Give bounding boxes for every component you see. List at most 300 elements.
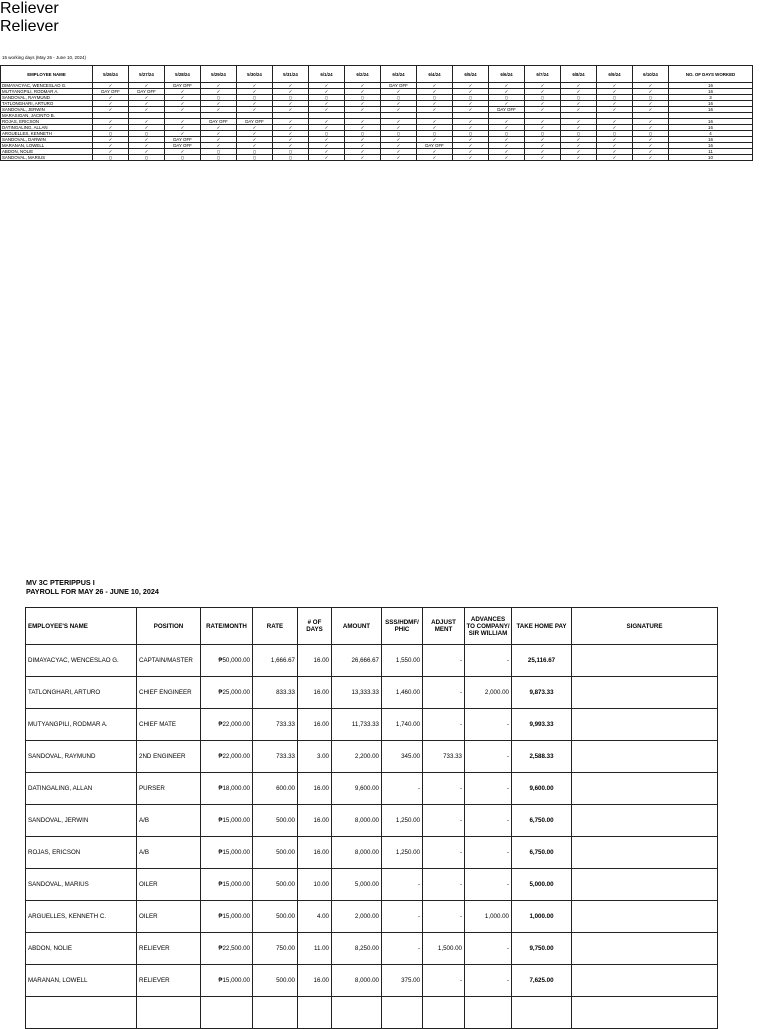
payroll-position: PURSER <box>137 773 201 805</box>
attendance-day-cell: ▯ <box>525 95 561 101</box>
attendance-day-cell: ✓ <box>525 89 561 95</box>
attendance-body <box>1 83 753 161</box>
payroll-advances: - <box>465 645 512 677</box>
attendance-day-cell: ✓ <box>201 137 237 143</box>
payroll-sss: 345.00 <box>382 741 423 773</box>
attendance-employee-name: MARANAN, LOWELL <box>1 143 93 149</box>
attendance-day-cell: DAY OFF <box>201 119 237 125</box>
attendance-day-cell: ✓ <box>525 149 561 155</box>
attendance-days-worked: 10 <box>669 155 753 161</box>
attendance-table <box>0 65 753 161</box>
col-advances: ADVANCES TO COMPANY/ SIR WILLIAM <box>465 608 512 645</box>
attendance-day-cell: ✓ <box>201 143 237 149</box>
attendance-day-cell: DAY OFF <box>165 137 201 143</box>
attendance-day-cell: ✓ <box>597 107 633 113</box>
payroll-take-home: 25,116.67 <box>512 645 572 677</box>
attendance-day-cell: ✓ <box>633 143 669 149</box>
attendance-day-cell: ✓ <box>489 83 525 89</box>
payroll-amount: 13,333.33 <box>332 677 382 709</box>
payroll-employee-name: SANDOVAL, MARIUS <box>26 869 137 901</box>
attendance-day-cell: ✓ <box>525 119 561 125</box>
attendance-day-cell: ✓ <box>129 83 165 89</box>
attendance-day-cell: ✓ <box>273 143 309 149</box>
attendance-date-header: 5/28/24 <box>165 66 201 83</box>
attendance-day-cell: ✓ <box>201 125 237 131</box>
payroll-advances: 2,000.00 <box>465 677 512 709</box>
attendance-date-header: 5/31/24 <box>273 66 309 83</box>
payroll-take-home: 9,873.33 <box>512 677 572 709</box>
attendance-day-cell: ✓ <box>453 137 489 143</box>
attendance-day-cell: DAY OFF <box>165 83 201 89</box>
payroll-body <box>26 645 718 1029</box>
attendance-day-cell: ✓ <box>633 119 669 125</box>
attendance-date-header: 5/26/24 <box>93 66 129 83</box>
payroll-adjustment: - <box>423 805 465 837</box>
payroll-rate-month: ₱18,000.00 <box>201 773 253 805</box>
attendance-day-cell: ✓ <box>309 155 345 161</box>
attendance-employee-name: SANDOVAL, MARIUS <box>1 155 93 161</box>
attendance-employee-name: SANDOVAL, RAYMUND <box>1 95 93 101</box>
col-adjustment: ADJUST MENT <box>423 608 465 645</box>
attendance-day-cell: ✓ <box>525 137 561 143</box>
attendance-day-cell: ▯ <box>165 155 201 161</box>
payroll-rate-month: ₱15,000.00 <box>201 869 253 901</box>
attendance-day-cell: DAY OFF <box>489 107 525 113</box>
payroll-take-home: 5,000.00 <box>512 869 572 901</box>
attendance-days-worked: 16 <box>669 101 753 107</box>
attendance-day-cell: ✓ <box>417 137 453 143</box>
attendance-day-cell: ✓ <box>525 101 561 107</box>
attendance-date-header: 6/4/24 <box>417 66 453 83</box>
attendance-day-cell: ▯ <box>237 149 273 155</box>
attendance-day-cell: ✓ <box>561 137 597 143</box>
payroll-advances: - <box>465 709 512 741</box>
attendance-day-cell: ✓ <box>525 83 561 89</box>
payroll-employee-name: ARGUELLES, KENNETH C. <box>26 901 137 933</box>
attendance-day-cell: ✓ <box>561 155 597 161</box>
col-rate-month: RATE/MONTH <box>201 608 253 645</box>
attendance-day-cell: ✓ <box>489 137 525 143</box>
attendance-day-cell: ✓ <box>165 131 201 137</box>
attendance-day-cell: ✓ <box>525 125 561 131</box>
payroll-position: CAPTAIN/MASTER <box>137 645 201 677</box>
payroll-take-home: 2,588.33 <box>512 741 572 773</box>
payroll-adjustment: - <box>423 837 465 869</box>
attendance-day-cell: ✓ <box>597 155 633 161</box>
attendance-day-cell: ✓ <box>633 155 669 161</box>
attendance-day-cell: ✓ <box>561 149 597 155</box>
attendance-day-cell: ✓ <box>237 137 273 143</box>
attendance-employee-name: TATLONGHARI, ARTURO <box>1 101 93 107</box>
attendance-day-cell: ✓ <box>273 89 309 95</box>
attendance-day-cell: ✓ <box>165 125 201 131</box>
attendance-day-cell: ✓ <box>93 95 129 101</box>
attendance-day-cell: ✓ <box>201 107 237 113</box>
payroll-adjustment: - <box>423 869 465 901</box>
col-take-home: TAKE HOME PAY <box>512 608 572 645</box>
attendance-day-cell: ✓ <box>453 101 489 107</box>
payroll-row <box>26 965 718 997</box>
payroll-adjustment: - <box>423 901 465 933</box>
attendance-day-cell: ▯ <box>381 131 417 137</box>
payroll-position: 2ND ENGINEER <box>137 741 201 773</box>
payroll-amount: 5,000.00 <box>332 869 382 901</box>
attendance-day-cell: ✓ <box>129 101 165 107</box>
attendance-day-cell: ✓ <box>453 89 489 95</box>
payroll-signature-cell <box>572 837 718 869</box>
payroll-days: 3.00 <box>298 741 332 773</box>
attendance-day-cell: ✓ <box>633 137 669 143</box>
payroll-rate: 750.00 <box>253 933 298 965</box>
attendance-day-cell: ✓ <box>417 89 453 95</box>
payroll-days: 16.00 <box>298 677 332 709</box>
payroll-sss: - <box>382 773 423 805</box>
attendance-day-cell: ✓ <box>93 107 129 113</box>
attendance-day-cell: ▯ <box>489 95 525 101</box>
attendance-day-cell: ▯ <box>525 131 561 137</box>
attendance-day-cell: ▯ <box>345 95 381 101</box>
attendance-days-worked: 16 <box>669 137 753 143</box>
attendance-day-cell: ✓ <box>309 125 345 131</box>
payroll-table <box>25 607 718 1029</box>
attendance-day-cell: ✓ <box>633 83 669 89</box>
attendance-date-header: 6/2/24 <box>345 66 381 83</box>
attendance-day-cell: ✓ <box>129 149 165 155</box>
attendance-days-worked: 16 <box>669 83 753 89</box>
attendance-day-cell: ▯ <box>237 155 273 161</box>
attendance-day-cell: ✓ <box>381 119 417 125</box>
payroll-rate: 600.00 <box>253 773 298 805</box>
attendance-day-cell: ▯ <box>453 131 489 137</box>
attendance-days-worked: 11 <box>669 149 753 155</box>
payroll-rate-month: ₱22,500.00 <box>201 933 253 965</box>
payroll-sss: 375.00 <box>382 965 423 997</box>
attendance-day-cell: ✓ <box>93 101 129 107</box>
payroll-take-home: 6,750.00 <box>512 837 572 869</box>
attendance-day-cell: ✓ <box>345 155 381 161</box>
payroll-signature-cell <box>572 869 718 901</box>
col-rate: RATE <box>253 608 298 645</box>
payroll-rate-month: ₱22,000.00 <box>201 741 253 773</box>
payroll-header-row <box>26 608 718 645</box>
attendance-day-cell: ▯ <box>309 95 345 101</box>
payroll-take-home: 7,625.00 <box>512 965 572 997</box>
attendance-day-cell: ✓ <box>309 137 345 143</box>
payroll-row <box>26 773 718 805</box>
attendance-employee-name: MUTYANGPILI, RODMAR A. <box>1 89 93 95</box>
payroll-days: 4.00 <box>298 901 332 933</box>
attendance-day-cell: ✓ <box>381 101 417 107</box>
attendance-day-cell: ✓ <box>345 125 381 131</box>
attendance-day-cell: ✓ <box>273 125 309 131</box>
attendance-day-cell: ✓ <box>381 149 417 155</box>
attendance-day-cell: ✓ <box>489 125 525 131</box>
attendance-day-cell: ✓ <box>309 101 345 107</box>
attendance-day-cell: ✓ <box>453 143 489 149</box>
attendance-date-header: 6/5/24 <box>453 66 489 83</box>
attendance-day-cell: ✓ <box>561 119 597 125</box>
payroll-row <box>26 805 718 837</box>
attendance-day-cell: ✓ <box>309 119 345 125</box>
attendance-day-cell: ✓ <box>525 155 561 161</box>
attendance-day-cell: ▯ <box>633 95 669 101</box>
payroll-position: CHIEF ENGINEER <box>137 677 201 709</box>
attendance-day-cell: ✓ <box>381 143 417 149</box>
attendance-days-worked: 16 <box>669 107 753 113</box>
attendance-day-cell: ▯ <box>417 95 453 101</box>
attendance-day-cell: ✓ <box>561 89 597 95</box>
attendance-day-cell: ✓ <box>345 143 381 149</box>
attendance-day-cell: ✓ <box>345 89 381 95</box>
attendance-day-cell: ✓ <box>633 101 669 107</box>
payroll-take-home: 9,750.00 <box>512 933 572 965</box>
attendance-day-cell: DAY OFF <box>165 143 201 149</box>
attendance-day-cell: ✓ <box>309 107 345 113</box>
attendance-remark: Reliever <box>0 0 59 17</box>
payroll-advances: - <box>465 741 512 773</box>
attendance-day-cell: ✓ <box>345 149 381 155</box>
attendance-day-cell: ✓ <box>597 101 633 107</box>
payroll-days: 16.00 <box>298 837 332 869</box>
attendance-day-cell: ✓ <box>165 89 201 95</box>
attendance-day-cell: ✓ <box>165 119 201 125</box>
payroll-rate-month: ₱50,000.00 <box>201 645 253 677</box>
payroll-rate: 500.00 <box>253 869 298 901</box>
payroll-employee-name: DIMAYACYAC, WENCESLAO G. <box>26 645 137 677</box>
attendance-day-cell: ✓ <box>381 155 417 161</box>
attendance-day-cell: ✓ <box>237 107 273 113</box>
payroll-take-home: 6,750.00 <box>512 805 572 837</box>
attendance-date-header: 6/9/24 <box>597 66 633 83</box>
payroll-amount: 26,666.67 <box>332 645 382 677</box>
attendance-day-cell: ▯ <box>345 131 381 137</box>
payroll-position: A/B <box>137 805 201 837</box>
attendance-day-cell: ✓ <box>561 143 597 149</box>
attendance-day-cell: DAY OFF <box>129 89 165 95</box>
attendance-day-cell: ✓ <box>597 125 633 131</box>
payroll-employee-name: MUTYANGPILI, RODMAR A. <box>26 709 137 741</box>
attendance-day-cell: ▯ <box>597 95 633 101</box>
payroll-rate-month: ₱15,000.00 <box>201 965 253 997</box>
attendance-day-cell: ✓ <box>345 101 381 107</box>
attendance-remark: Reliever <box>0 18 59 35</box>
attendance-day-cell: ✓ <box>201 131 237 137</box>
payroll-row <box>26 741 718 773</box>
attendance-employee-name: SANDOVAL, DARWIN <box>1 137 93 143</box>
attendance-day-cell: ✓ <box>309 149 345 155</box>
attendance-day-cell: ✓ <box>453 119 489 125</box>
attendance-day-cell: ✓ <box>417 149 453 155</box>
attendance-day-cell: ✓ <box>345 107 381 113</box>
payroll-days: 16.00 <box>298 805 332 837</box>
attendance-day-cell: ✓ <box>129 137 165 143</box>
payroll-days: 10.00 <box>298 869 332 901</box>
attendance-day-cell: ✓ <box>273 101 309 107</box>
attendance-day-cell: ▯ <box>201 95 237 101</box>
attendance-day-cell: ✓ <box>201 83 237 89</box>
attendance-day-cell: ▯ <box>273 149 309 155</box>
attendance-day-cell: ✓ <box>633 125 669 131</box>
attendance-day-cell: ✓ <box>129 143 165 149</box>
payroll-title <box>26 578 159 596</box>
attendance-day-cell: ✓ <box>93 149 129 155</box>
attendance-day-cell: ✓ <box>633 89 669 95</box>
payroll-period: PAYROLL FOR MAY 26 - JUNE 10, 2024 <box>26 587 159 596</box>
attendance-employee-name: ABDON, NOLIE <box>1 149 93 155</box>
attendance-day-cell: ✓ <box>489 143 525 149</box>
attendance-day-cell: DAY OFF <box>381 83 417 89</box>
attendance-date-header: 5/30/24 <box>237 66 273 83</box>
attendance-day-cell: ✓ <box>237 83 273 89</box>
attendance-day-cell: ✓ <box>597 83 633 89</box>
attendance-date-header: 6/1/24 <box>309 66 345 83</box>
attendance-employee-name: DATINGALING, ALLAN <box>1 125 93 131</box>
attendance-day-cell: ✓ <box>489 155 525 161</box>
attendance-day-cell: ✓ <box>345 119 381 125</box>
attendance-day-cell: ✓ <box>489 149 525 155</box>
payroll-signature-cell <box>572 709 718 741</box>
attendance-day-cell: ✓ <box>417 107 453 113</box>
payroll-advances: - <box>465 933 512 965</box>
attendance-date-header: 6/7/24 <box>525 66 561 83</box>
payroll-adjustment: - <box>423 677 465 709</box>
payroll-rate: 1,666.67 <box>253 645 298 677</box>
payroll-position: OILER <box>137 901 201 933</box>
attendance-day-cell: ✓ <box>345 83 381 89</box>
payroll-signature-cell <box>572 965 718 997</box>
payroll-adjustment: - <box>423 773 465 805</box>
attendance-day-cell: ✓ <box>381 89 417 95</box>
payroll-row <box>26 869 718 901</box>
payroll-rate: 500.00 <box>253 965 298 997</box>
attendance-day-cell: ▯ <box>273 95 309 101</box>
attendance-day-cell: ✓ <box>417 101 453 107</box>
attendance-day-cell: ✓ <box>381 125 417 131</box>
attendance-day-cell: ✓ <box>309 89 345 95</box>
payroll-sss: - <box>382 933 423 965</box>
payroll-amount: 2,200.00 <box>332 741 382 773</box>
attendance-date-header: 6/6/24 <box>489 66 525 83</box>
payroll-rate-month: ₱15,000.00 <box>201 837 253 869</box>
payroll-days: 16.00 <box>298 645 332 677</box>
attendance-day-cell: ▯ <box>129 131 165 137</box>
attendance-day-cell: ▯ <box>201 149 237 155</box>
col-amount: AMOUNT <box>332 608 382 645</box>
payroll-sss: - <box>382 869 423 901</box>
payroll-employee-name: TATLONGHARI, ARTURO <box>26 677 137 709</box>
attendance-day-cell: ✓ <box>561 125 597 131</box>
payroll-days: 16.00 <box>298 709 332 741</box>
attendance-day-cell: ✓ <box>237 125 273 131</box>
payroll-adjustment: - <box>423 709 465 741</box>
payroll-rate-month: ₱25,000.00 <box>201 677 253 709</box>
attendance-date-header: 6/8/24 <box>561 66 597 83</box>
payroll-amount: 8,000.00 <box>332 805 382 837</box>
payroll-signature-cell <box>572 933 718 965</box>
attendance-day-cell: ▯ <box>633 131 669 137</box>
attendance-day-cell: ✓ <box>129 107 165 113</box>
attendance-employee-name: DIMAYACYAC, WENCESLAO G. <box>1 83 93 89</box>
attendance-day-cell: ✓ <box>129 95 165 101</box>
attendance-total-header: NO. OF DAYS WORKED <box>669 66 753 83</box>
attendance-day-cell: ✓ <box>525 143 561 149</box>
attendance-day-cell: ✓ <box>453 149 489 155</box>
payroll-rate: 500.00 <box>253 805 298 837</box>
vessel-name: MV 3C PTERIPPUS I <box>26 578 95 587</box>
col-signature: SIGNATURE <box>572 608 718 645</box>
attendance-day-cell: ✓ <box>489 89 525 95</box>
payroll-position: RELIEVER <box>137 933 201 965</box>
attendance-day-cell: ▯ <box>453 95 489 101</box>
payroll-take-home: 9,993.33 <box>512 709 572 741</box>
attendance-day-cell: ✓ <box>309 83 345 89</box>
payroll-signature-cell <box>572 901 718 933</box>
attendance-day-cell: ✓ <box>597 89 633 95</box>
attendance-day-cell: ▯ <box>201 155 237 161</box>
attendance-day-cell: ▯ <box>273 155 309 161</box>
attendance-day-cell: ✓ <box>453 155 489 161</box>
payroll-advances: - <box>465 773 512 805</box>
payroll-signature-cell <box>572 773 718 805</box>
payroll-signature-cell <box>572 805 718 837</box>
attendance-day-cell: ✓ <box>93 125 129 131</box>
col-employee-name: EMPLOYEE'S NAME <box>26 608 137 645</box>
attendance-day-cell: ✓ <box>561 107 597 113</box>
attendance-day-cell: ▯ <box>93 155 129 161</box>
payroll-rate: 733.33 <box>253 741 298 773</box>
payroll-adjustment: - <box>423 645 465 677</box>
payroll-adjustment: 733.33 <box>423 741 465 773</box>
payroll-adjustment: 1,500.00 <box>423 933 465 965</box>
payroll-sss: 1,250.00 <box>382 837 423 869</box>
payroll-position: CHIEF MATE <box>137 709 201 741</box>
payroll-amount: 8,000.00 <box>332 837 382 869</box>
payroll-adjustment: - <box>423 965 465 997</box>
col-sss: SSS/HDMF/ PHIC <box>382 608 423 645</box>
attendance-caption: 15 working days (May 26 - June 10, 2024) <box>2 55 87 60</box>
attendance-day-cell: ▯ <box>309 131 345 137</box>
attendance-day-cell: ✓ <box>93 83 129 89</box>
payroll-position: RELIEVER <box>137 965 201 997</box>
attendance-row <box>1 155 753 161</box>
attendance-date-header: 5/29/24 <box>201 66 237 83</box>
attendance-day-cell: ▯ <box>489 131 525 137</box>
attendance-day-cell: ▯ <box>237 95 273 101</box>
attendance-day-cell: ✓ <box>489 101 525 107</box>
payroll-sss: - <box>382 901 423 933</box>
payroll-amount: 2,000.00 <box>332 901 382 933</box>
attendance-day-cell: ✓ <box>453 125 489 131</box>
attendance-date-header: 6/10/24 <box>633 66 669 83</box>
attendance-day-cell: ✓ <box>489 119 525 125</box>
payroll-advances: - <box>465 965 512 997</box>
payroll-row <box>26 709 718 741</box>
attendance-day-cell: ✓ <box>129 125 165 131</box>
attendance-day-cell: ✓ <box>237 89 273 95</box>
attendance-day-cell: ▯ <box>561 95 597 101</box>
attendance-day-cell: ✓ <box>165 149 201 155</box>
payroll-sss: 1,740.00 <box>382 709 423 741</box>
attendance-day-cell: ✓ <box>237 143 273 149</box>
attendance-day-cell: ✓ <box>417 119 453 125</box>
payroll-row <box>26 645 718 677</box>
payroll-days: 16.00 <box>298 965 332 997</box>
attendance-day-cell: ✓ <box>309 143 345 149</box>
attendance-days-worked: 16 <box>669 143 753 149</box>
attendance-day-cell: ✓ <box>273 131 309 137</box>
payroll-rate-month: ₱22,000.00 <box>201 709 253 741</box>
attendance-day-cell: ▯ <box>417 131 453 137</box>
